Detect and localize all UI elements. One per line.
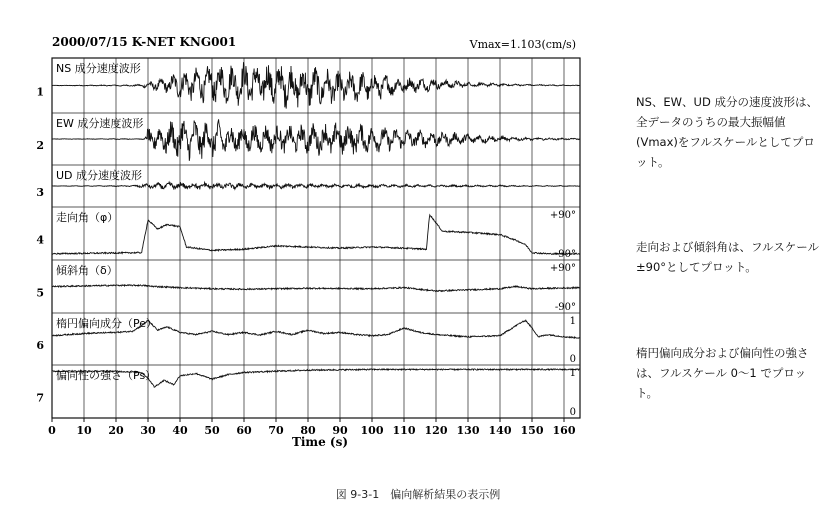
range-label-top: 1	[569, 368, 576, 379]
panel-number: 7	[36, 391, 44, 405]
x-tick-label: 0	[48, 424, 56, 437]
note-velocity: NS、EW、UD 成分の速度波形は、全データのうちの最大振幅値(Vmax)をフルスケールとしてプロット。	[636, 95, 818, 169]
x-tick-label: 110	[392, 424, 416, 437]
panel-number: 1	[36, 85, 44, 99]
x-tick-label: 90	[332, 424, 348, 437]
x-tick-label: 20	[108, 424, 124, 437]
range-label-bottom: -90°	[554, 302, 576, 313]
grid	[52, 58, 580, 418]
x-tick-label: 40	[172, 424, 188, 437]
plot-frame	[52, 58, 580, 418]
x-tick-label: 70	[268, 424, 284, 437]
range-label-top: +90°	[549, 263, 576, 274]
x-tick-label: 130	[456, 424, 480, 437]
x-tick-label: 150	[520, 424, 544, 437]
note-angles: 走向および傾斜角は、フルスケール±90°としてプロット。	[636, 240, 819, 274]
note-polarization: 楕円偏向成分および偏向性の強さは、フルスケール 0〜1 でプロット。	[636, 346, 809, 400]
panel-number: 2	[36, 139, 44, 152]
waveform-5	[52, 285, 580, 292]
panel-number: 4	[36, 233, 44, 247]
x-tick-label: 120	[424, 424, 448, 437]
x-tick-label: 60	[236, 424, 252, 437]
panel-name: 偏向性の強さ（Ps）	[56, 369, 157, 382]
x-tick-label: 160	[552, 424, 576, 437]
panel-labels	[36, 61, 576, 418]
waveform-curves	[52, 62, 580, 387]
panel-name: NS 成分速度波形	[56, 62, 141, 75]
x-tick-label: 10	[76, 424, 92, 437]
chart-header: 2000/07/15 K-NET KNG001	[52, 35, 237, 49]
waveform-3	[52, 182, 580, 190]
vmax-label: Vmax=1.103(cm/s)	[469, 38, 576, 51]
range-label-bottom: 0	[569, 407, 576, 418]
panel-name: UD 成分速度波形	[56, 169, 143, 182]
x-tick-label: 30	[140, 424, 156, 437]
range-label-bottom: 0	[569, 354, 576, 365]
panel-name: 傾斜角（δ）	[56, 264, 118, 277]
x-tick-label: 140	[488, 424, 512, 437]
panel-number: 5	[36, 286, 44, 300]
x-tick-label: 100	[360, 424, 384, 437]
panel-name: 走向角（φ）	[56, 211, 119, 224]
waveform-4	[52, 215, 580, 254]
range-label-top: +90°	[549, 210, 576, 221]
x-axis-label: Time (s)	[291, 435, 349, 449]
range-label-bottom: -90°	[554, 249, 576, 260]
panel-number: 3	[36, 186, 44, 199]
panel-number: 6	[36, 339, 44, 352]
x-tick-label: 80	[300, 424, 316, 437]
x-tick-label: 50	[204, 424, 220, 437]
range-label-top: 1	[569, 316, 576, 327]
figure-caption: 図 9-3-1 偏向解析結果の表示例	[335, 488, 501, 501]
panel-name: EW 成分速度波形	[56, 117, 144, 130]
panel-name: 楕円偏向成分（Pe）	[56, 317, 158, 330]
